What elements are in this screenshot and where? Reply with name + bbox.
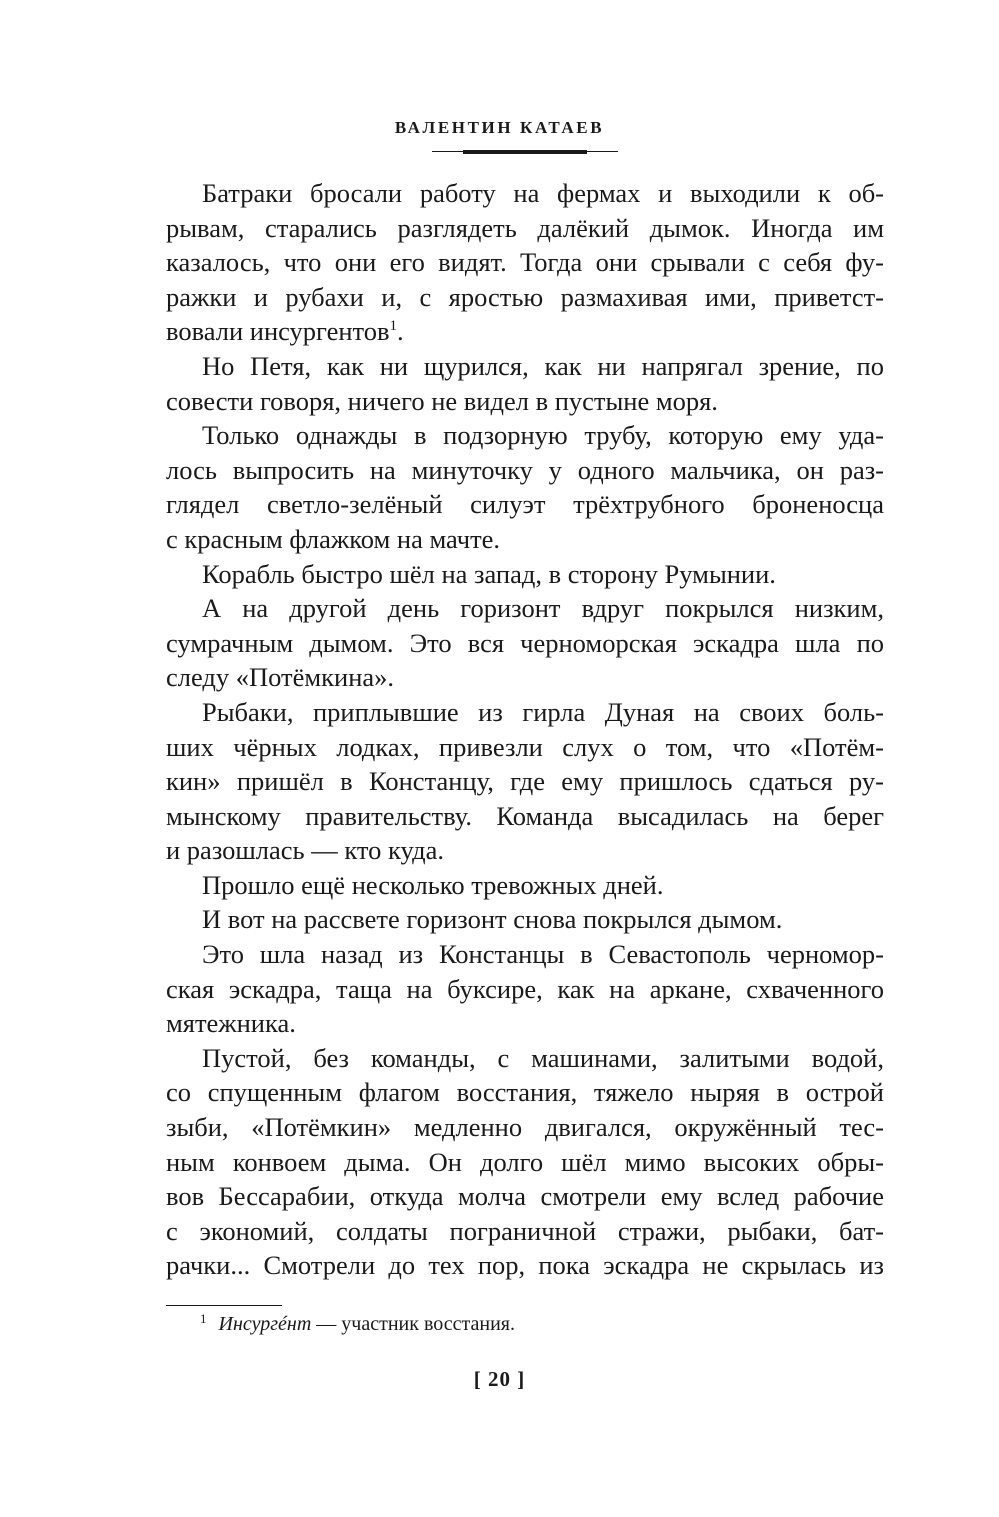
text-line: вовали инсургентов (166, 316, 390, 347)
text-line: совести говоря, ничего не видел в пустыне моря. (166, 385, 718, 416)
text-line: с экономий, солдаты пограничной стражи, рыбаки, бат- (166, 1215, 884, 1246)
text-line: Прошло ещё несколько тревожных дней. (202, 869, 664, 900)
body-text (166, 176, 884, 1283)
text-line: Только однажды в подзорную трубу, которую ему уда- (202, 420, 884, 451)
text-line: И вот на рассвете горизонт снова покрылся дымом. (202, 904, 783, 935)
text-line: А на другой день горизонт вдруг покрылся низким, (202, 593, 884, 624)
text-line: Но Петя, как ни щурился, как ни напрягал зрение, по (202, 350, 884, 381)
text-line-with-footnote: вовали инсургентов$^1$. (166, 316, 404, 347)
footnote (200, 1311, 515, 1337)
text-line: кин» пришёл в Констанцу, где ему пришлось сдаться ру- (166, 766, 884, 797)
text-line: Это шла назад из Констанцы в Севастополь черномор- (202, 939, 884, 970)
text-line: зыби, «Потёмкин» медленно двигался, окружённый тес- (166, 1112, 884, 1143)
text-line: ным конвоем дыма. Он долго шёл мимо высоких обры- (166, 1146, 884, 1177)
text-line: мынскому правительству. Команда высадилась на берег (166, 800, 884, 831)
text-line: ших чёрных лодках, привезли слух о том, что «Потём- (166, 731, 884, 762)
text-line: Корабль быстро шёл на запад, в сторону Румынии. (202, 558, 776, 589)
text-line: следу «Потёмкина». (166, 662, 395, 693)
text-line: глядел светло-зелёный силуэт трёхтрубного броненосца (166, 489, 884, 520)
text-line: рывам, старались разглядеть далёкий дымок. Иногда им (166, 212, 884, 243)
text-line: с красным флажком на мачте. (166, 523, 501, 554)
footnote-marker[interactable]: 1 (389, 318, 398, 335)
text-line: казалось, что они его видят. Тогда они срывали с себя фу- (166, 247, 884, 278)
footnote-term: Инсургéнт (218, 1313, 312, 1335)
text-line: Батраки бросали работу на фермах и выходили к об- (202, 178, 884, 208)
text-line: Рыбаки, приплывшие из гирла Дуная на своих боль- (202, 696, 884, 727)
text-line: со спущенным флагом восстания, тяжело ныряя в острой (166, 1077, 884, 1108)
text-line: Пустой, без команды, с машинами, залитыми водой, (202, 1042, 884, 1073)
page-number: [ 20 ] (473, 1367, 526, 1391)
text-line: вов Бессарабии, откуда молча смотрели ему вслед рабочие (166, 1181, 884, 1212)
footnote-number: 1 (200, 1311, 207, 1326)
text-line: рачки... Смотрели до тех пор, пока эскадра не скрылась из (166, 1250, 884, 1281)
text-line: ская эскадра, таща на буксире, как на аркане, схваченного (166, 973, 884, 1004)
footnote-definition: — участник восстания. (311, 1313, 515, 1335)
text-line: сумрачным дымом. Это вся черноморская эскадра шла по (166, 627, 884, 658)
text-line: лось выпросить на минуточку у одного мальчика, он раз- (166, 454, 884, 485)
running-head: ВАЛЕНТИН КАТАЕВ (394, 118, 605, 137)
text-line: и разошлась — кто куда. (166, 835, 444, 866)
footnote-rule (166, 1305, 282, 1306)
text-line: мятежника. (166, 1008, 296, 1039)
text-line: ражки и рубахи и, с яростью размахивая ими, приветст- (166, 281, 884, 312)
header-rule-accent (463, 150, 587, 154)
